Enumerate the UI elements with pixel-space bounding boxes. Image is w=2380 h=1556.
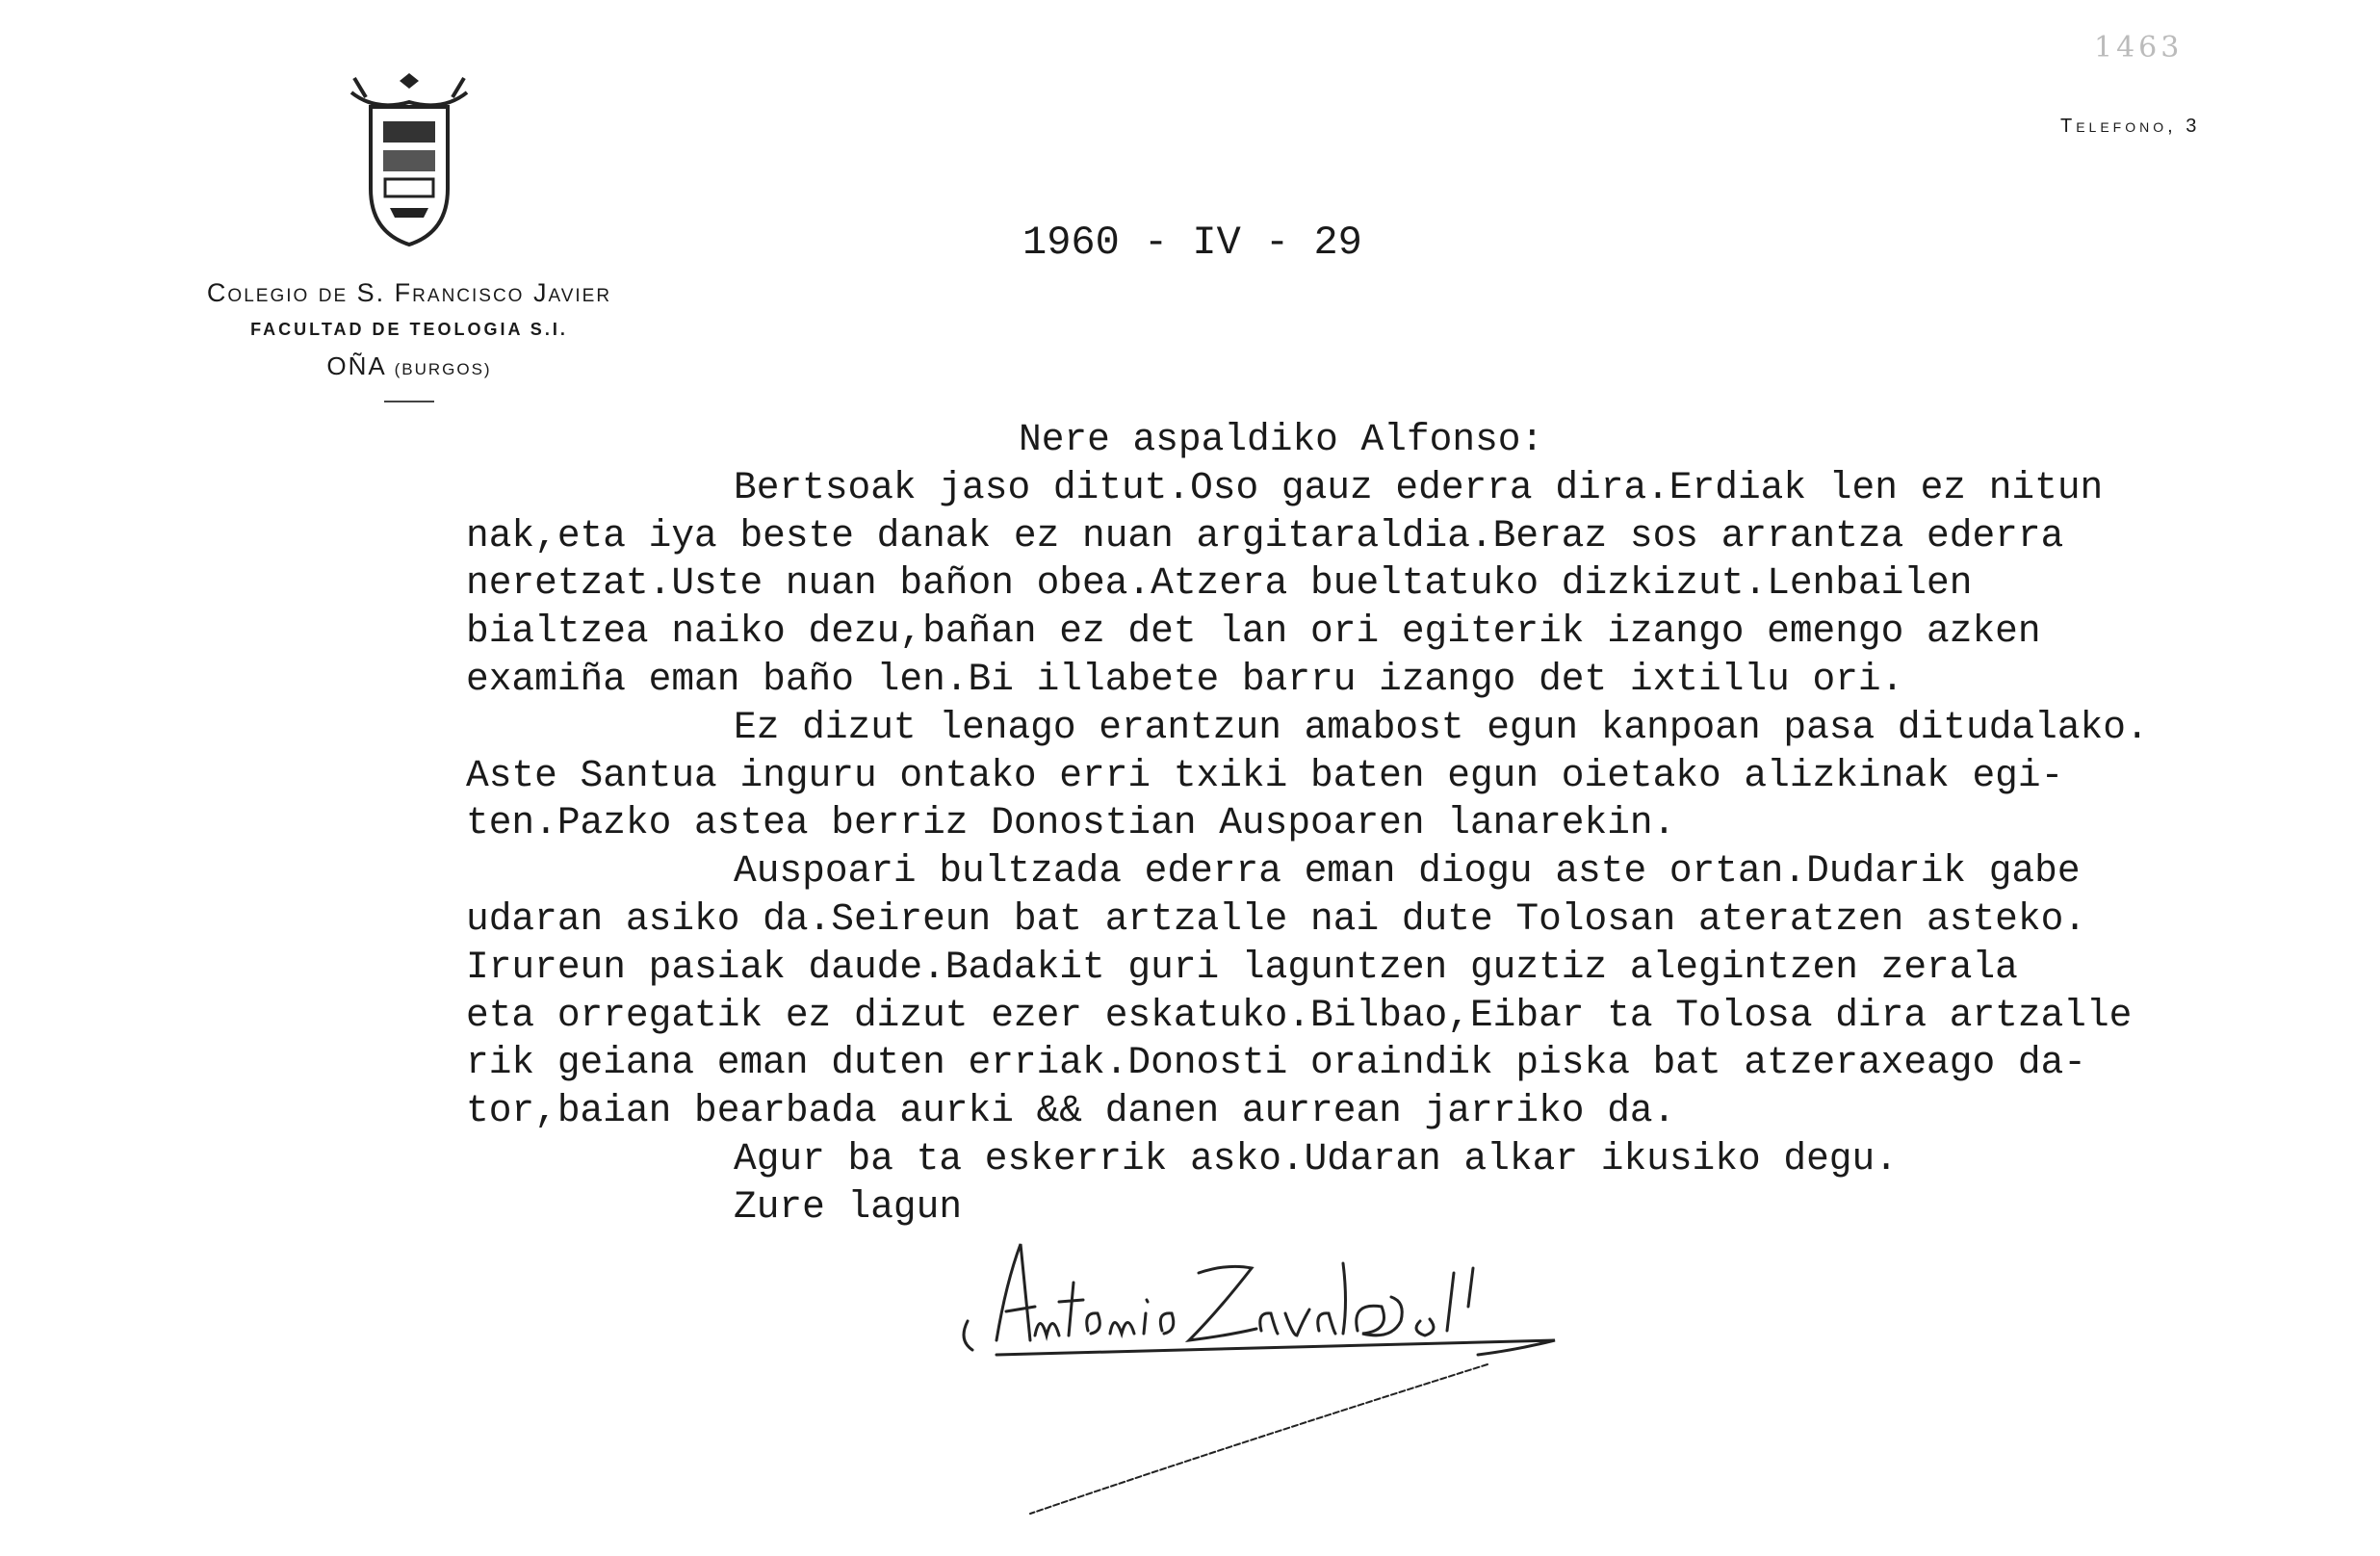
letter-line: Aste Santua inguru ontako erri txiki baten egun oietako alizkinak egi-: [466, 753, 2064, 797]
letter-line: examiña eman baño len.Bi illabete barru izango det ixtillu ori.: [466, 657, 1904, 701]
letter-line: Auspoari bultzada ederra eman diogu aste ortan.Dudarik gabe: [734, 849, 2081, 894]
letter-body: [466, 416, 2377, 1232]
letter-line: neretzat.Uste nuan bañon obea.Atzera bueltatuko dizkizut.Lenbailen: [466, 561, 1973, 606]
phone-number: Telefono, 3: [2060, 116, 2201, 137]
province: (BURGOS): [394, 360, 492, 378]
letter-line: rik geiana eman duten erriak.Donosti oraindik piska bat atzeraxeago da-: [466, 1041, 2086, 1085]
letterhead-rule: [384, 401, 434, 402]
letterhead: [87, 73, 732, 402]
archive-number: 1463: [2094, 31, 2184, 65]
jesuit-crest-icon: [347, 73, 472, 251]
greeting: Nere aspaldiko Alfonso:: [1019, 418, 1544, 461]
letter-line: nak,eta iya beste danak ez nuan argitaraldia.Beraz sos arrantza ederra: [466, 513, 2064, 558]
letter-line: Bertsoak jaso ditut.Oso gauz ederra dira.Erdiak len ez nitun: [734, 465, 2104, 509]
letter-line: tor,baian bearbada aurki && danen aurrean jarriko da.: [466, 1089, 1676, 1133]
letter-line: Ez dizut lenago erantzun amabost egun kanpoan pasa ditudalako.: [734, 705, 2149, 749]
org-name: Colegio de S. Francisco Javier: [206, 278, 612, 307]
city: OÑA: [326, 351, 386, 380]
letter-line: udaran asiko da.Seireun bat artzalle nai dute Tolosan ateratzen asteko.: [466, 896, 2086, 941]
letter-date: 1960 - IV - 29: [1022, 220, 1362, 266]
place-name: [87, 351, 732, 381]
letter-line: Agur ba ta eskerrik asko.Udaran alkar ikusiko degu.: [734, 1136, 1898, 1180]
letter-line: Irureun pasiak daude.Badakit guri laguntzen guztiz alegintzen zerala: [466, 945, 2018, 989]
closing: Zure lagun: [734, 1184, 963, 1229]
handwritten-signature: [939, 1206, 1574, 1523]
letter-line: eta orregatik ez dizut ezer eskatuko.Bilbao,Eibar ta Tolosa dira artzalle: [466, 993, 2133, 1037]
letter-line: bialtzea naiko dezu,bañan ez det lan ori egiterik izango emengo azken: [466, 609, 2041, 654]
letter-line: ten.Pazko astea berriz Donostian Auspoaren lanarekin.: [466, 801, 1676, 845]
faculty-name: FACULTAD DE TEOLOGIA S.I.: [250, 320, 568, 339]
